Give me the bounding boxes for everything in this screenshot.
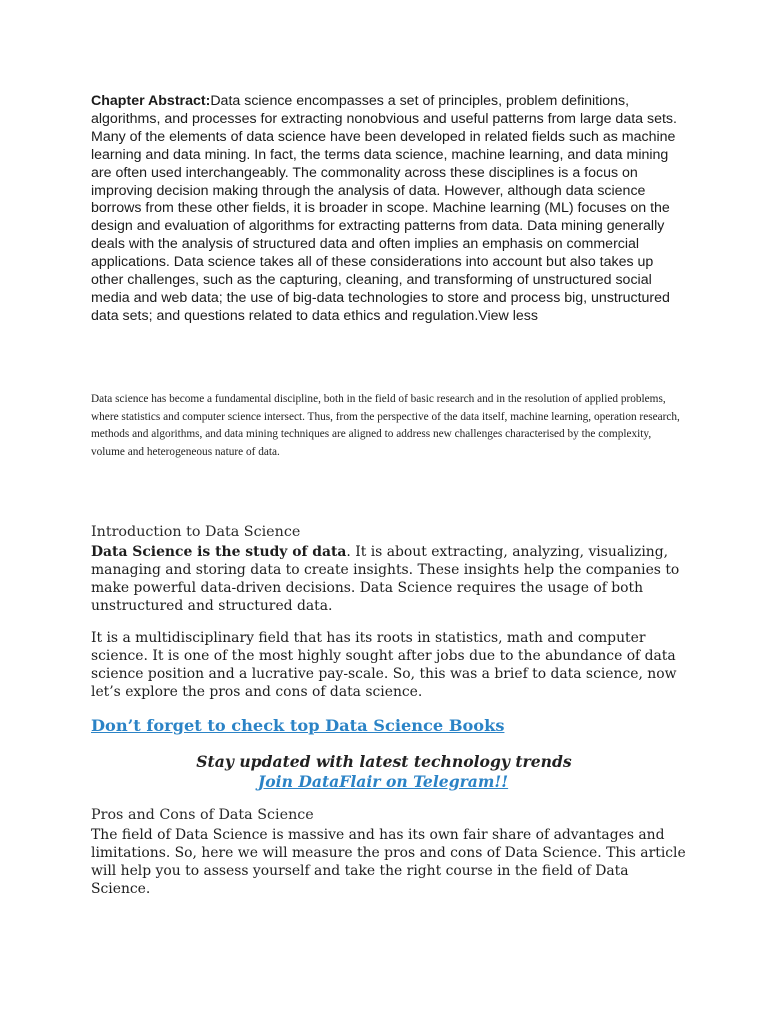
abstract-text: Data science encompasses a set of principles, problem definitions, algorithms, and processes for extracting nonobvious and useful patterns from large data sets. Many of the elements of data science have been developed in related fields such as machine learning and data mining. In fact, the terms data science, machine learning, and data mining are often used interchangeably. The commonality across these disciplines is a focus on improving decision making through the analysis of data. However, although data science borrows from these other fields, it is broader in scope. Machine learning (ML) focuses on the design and evaluation of algorithms for extracting patterns from data. Data mining generally deals with the analysis of structured data and often implies an emphasis on commercial applications. Data science takes all of these considerations into account but also takes up other challenges, such as the capturing, cleaning, and transforming of unstructured social media and web data; the use of big-data technologies to store and process big, unstructured data sets; and questions related to data ethics and regulation. — [91, 93, 677, 324]
intro-bold-lead: Data Science is the study of data — [91, 544, 347, 560]
pros-cons-paragraph: The field of Data Science is massive and has its own fair share of advantages and limitations. So, here we will measure the pros and cons of Data Science. This article will help you to assess yourself and take the right course in the field of Data Science. — [91, 827, 686, 897]
telegram-link[interactable]: Join DataFlair on Telegram!! — [257, 772, 509, 791]
view-less-link[interactable]: View less — [478, 307, 538, 324]
data-science-books-link[interactable]: Don’t forget to check top Data Science Books — [91, 716, 505, 735]
stay-updated-text: Stay updated with latest technology trends — [196, 752, 572, 771]
abstract-label: Chapter Abstract: — [91, 93, 211, 109]
intro-paragraph-1 — [91, 543, 691, 615]
intro-heading: Introduction to Data Science — [91, 524, 301, 540]
intro-paragraph-1-text: . It is about extracting, analyzing, visualizing, managing and storing data to create insights. These insights help the companies to make powerful data-driven decisions. Data Science requires the usage of both unstructured and structured data. — [91, 544, 680, 614]
pros-cons-heading: Pros and Cons of Data Science — [91, 807, 314, 823]
summary-paragraph: Data science has become a fundamental discipline, both in the field of basic research and in the resolution of applied problems, where statistics and computer science intersect. Thus, from the perspective of the data itself, machine learning, operation research, methods and algorithms, and data mining techniques are aligned to address new challenges characterised by the complexity, volume and heterogeneous nature of data. — [91, 393, 680, 458]
intro-paragraph-2: It is a multidisciplinary field that has its roots in statistics, math and computer science. It is one of the most highly sought after jobs due to the abundance of data science position and a lucrative pay-scale. So, this was a brief to data science, now let’s explore the pros and cons of data science. — [91, 630, 677, 700]
telegram-line — [0, 772, 766, 792]
chapter-abstract — [91, 93, 681, 326]
